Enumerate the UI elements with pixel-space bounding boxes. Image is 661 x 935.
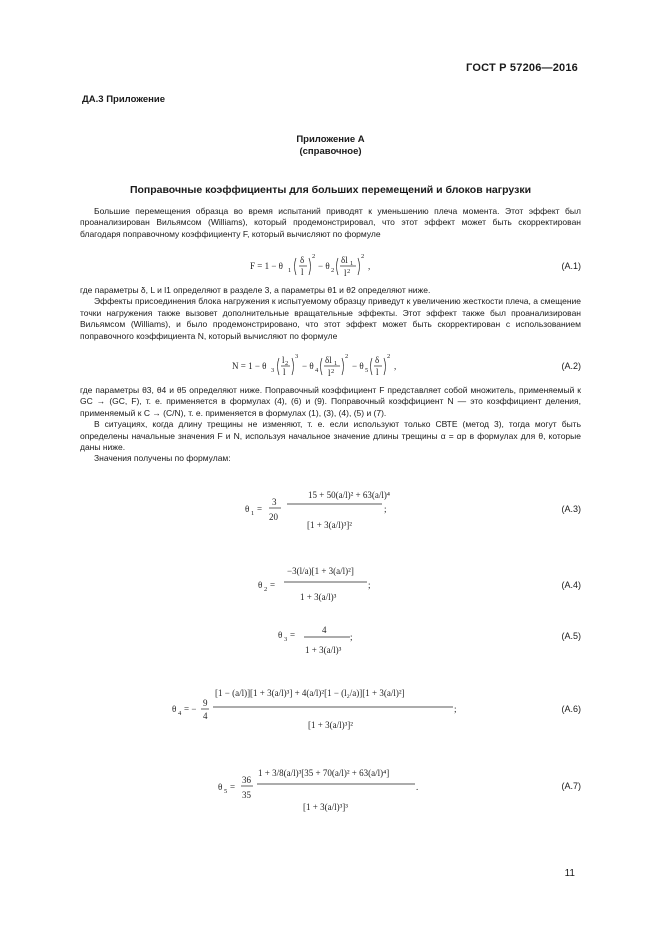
svg-text:,: , [394, 361, 397, 371]
main-title: Поправочные коэффициенты для больших перемещений и блоков нагрузки [129, 184, 532, 196]
paragraph-4: где параметры θ3, θ4 и θ5 определяют ниже. Поправочный коэффициент F представляет собой множитель, применяемый к GC → (GC, F), т. е. применяется в формулах (4), (6) и (9). Поправочный коэффициент N — это коэффициент деления, применяемый к C → (C/N), т. е. применяется в формулах (1), (3), (4), (5) и (7). [80, 385, 581, 418]
tag-a3: (A.3) [561, 504, 581, 514]
tag-a6: (A.6) [561, 704, 581, 714]
svg-text:;: ; [454, 704, 457, 714]
appendix-kind: (справочное) [299, 146, 362, 157]
svg-text:5: 5 [365, 367, 369, 374]
svg-text:θ: θ [218, 782, 223, 792]
svg-text:2: 2 [331, 267, 335, 274]
svg-text:1: 1 [334, 360, 338, 367]
svg-text:1: 1 [288, 267, 292, 274]
svg-text:δ: δ [300, 255, 305, 265]
svg-text:l: l [282, 355, 285, 365]
svg-text:l: l [328, 368, 331, 378]
paragraph-block-3 [80, 385, 581, 465]
svg-text:− θ: − θ [318, 261, 330, 271]
paragraph-1: Большие перемещения образца во время испытаний приводят к уменьшению плеча момента. Этот эффект был проанализирован Вильямсом (Williams), который продемонстрировал, что этот эффект может быть скорректирован благодаря поправочному коэффициенту F, который вычисляют по формуле [80, 206, 581, 239]
svg-text:1 + 3(a/l)³: 1 + 3(a/l)³ [300, 592, 337, 602]
paragraph-6: Значения получены по формулам: [94, 453, 231, 464]
formula-a4 [258, 556, 378, 612]
paragraph-3: Эффекты присоединения блока нагружения к испытуемому образцу приведут к увеличению жесткости плеча, а смещение точки нагружения также вызовет дополнительные вращательные эффекты. Этот эффект также был проанализирован Вильямсом (Williams), и было продемонстрировано, что этот эффект может быть скорректирован с использованием поправочного коэффициента N, который вычисляют по формуле [80, 296, 581, 341]
svg-text:2: 2 [387, 353, 391, 360]
svg-text:−3(l/a)[1 + 3(a/l)²]: −3(l/a)[1 + 3(a/l)²] [287, 566, 354, 576]
svg-text:4: 4 [203, 711, 208, 721]
svg-text:θ: θ [258, 580, 263, 590]
formula-a3 [245, 478, 395, 544]
svg-text:15 + 50(a/l)² + 63(a/l)⁴: 15 + 50(a/l)² + 63(a/l)⁴ [308, 490, 390, 500]
tag-a2: (A.2) [561, 361, 581, 371]
svg-text:3: 3 [271, 367, 275, 374]
svg-text:;: ; [368, 580, 371, 590]
tag-a7: (A.7) [561, 781, 581, 791]
svg-text:1 + 3(a/l)³: 1 + 3(a/l)³ [305, 645, 342, 655]
page-number: 11 [564, 868, 575, 879]
svg-text:1: 1 [251, 510, 255, 517]
svg-text:2: 2 [347, 268, 351, 275]
svg-text:− θ: − θ [302, 361, 314, 371]
svg-text:l: l [301, 267, 304, 277]
svg-text:l: l [344, 268, 347, 278]
tag-a1: (A.1) [561, 261, 581, 271]
paragraph-intro [80, 206, 581, 240]
svg-text:2: 2 [361, 253, 365, 260]
formula-a5 [278, 620, 368, 664]
tag-a5: (A.5) [561, 631, 581, 641]
svg-text:N = 1 − θ: N = 1 − θ [232, 361, 267, 371]
svg-text:l: l [283, 367, 286, 377]
svg-text:=: = [270, 580, 276, 590]
svg-text:δl: δl [341, 255, 348, 265]
svg-text:20: 20 [269, 512, 278, 522]
svg-text:3: 3 [272, 497, 277, 507]
svg-text:θ: θ [172, 704, 177, 714]
svg-text:2: 2 [285, 360, 289, 367]
svg-text:2: 2 [264, 586, 268, 593]
svg-text:= −: = − [184, 704, 197, 714]
svg-text:2: 2 [345, 353, 349, 360]
svg-text:36: 36 [242, 775, 251, 785]
svg-text:.: . [416, 782, 419, 792]
appendix-label: Приложение А [296, 134, 365, 145]
svg-text:35: 35 [242, 790, 251, 800]
svg-text:=: = [257, 504, 263, 514]
paragraph-block-2 [80, 285, 581, 342]
svg-text:[1 + 3(a/l)³]³: [1 + 3(a/l)³]³ [303, 802, 348, 812]
svg-text:=: = [290, 630, 296, 640]
formula-a7 [218, 756, 428, 826]
svg-text:4: 4 [322, 625, 327, 635]
svg-text:4: 4 [315, 367, 319, 374]
svg-text:9: 9 [203, 698, 208, 708]
svg-text:F = 1 − θ: F = 1 − θ [250, 261, 283, 271]
tag-a4: (A.4) [561, 580, 581, 590]
svg-text:[1 − (a/l)][1 + 3(a/l)³] + 4(a: [1 − (a/l)][1 + 3(a/l)³] + 4(a/l)²[1 − (l₂/a)][1 + 3(a/l)²] [215, 688, 405, 698]
standard-number: ГОСТ Р 57206—2016 [466, 62, 578, 74]
svg-text:1 + 3/8(a/l)³[35 + 70(a/l)² +: 1 + 3/8(a/l)³[35 + 70(a/l)² + 63(a/l)⁴] [258, 768, 390, 778]
svg-text:=: = [230, 782, 236, 792]
formula-a1 [250, 250, 390, 282]
svg-text:[1 + 3(a/l)³]²: [1 + 3(a/l)³]² [307, 520, 352, 530]
svg-text:2: 2 [331, 368, 335, 375]
section-title: ДА.3 Приложение [82, 94, 166, 105]
svg-text:3: 3 [284, 636, 288, 643]
svg-text:1: 1 [350, 260, 354, 267]
svg-text:4: 4 [178, 710, 182, 717]
svg-text:δ: δ [375, 355, 380, 365]
svg-text:;: ; [384, 504, 387, 514]
svg-text:δl: δl [325, 355, 332, 365]
formula-a2 [232, 350, 422, 382]
svg-text:θ: θ [245, 504, 250, 514]
svg-text:− θ: − θ [352, 361, 364, 371]
paragraph-5: В ситуациях, когда длину трещины не изменяют, т. е. если используют только СВТЕ (метод 3), тогда могут быть определены начальные значения F и N, используя начальное значение длины трещины α = αp в формулах для θ, которые даны ниже. [80, 419, 581, 453]
svg-text:θ: θ [278, 630, 283, 640]
svg-text:l: l [376, 367, 379, 377]
formula-a6 [172, 676, 462, 742]
svg-text:3: 3 [295, 353, 299, 360]
svg-text:5: 5 [224, 788, 228, 795]
svg-text:[1 + 3(a/l)³]²: [1 + 3(a/l)³]² [308, 720, 353, 730]
paragraph-2: где параметры δ, L и l1 определяют в разделе 3, а параметры θ1 и θ2 определяют ниже. [80, 285, 431, 295]
svg-text:;: ; [350, 632, 353, 642]
svg-text:2: 2 [312, 253, 316, 260]
svg-text:,: , [368, 261, 371, 271]
